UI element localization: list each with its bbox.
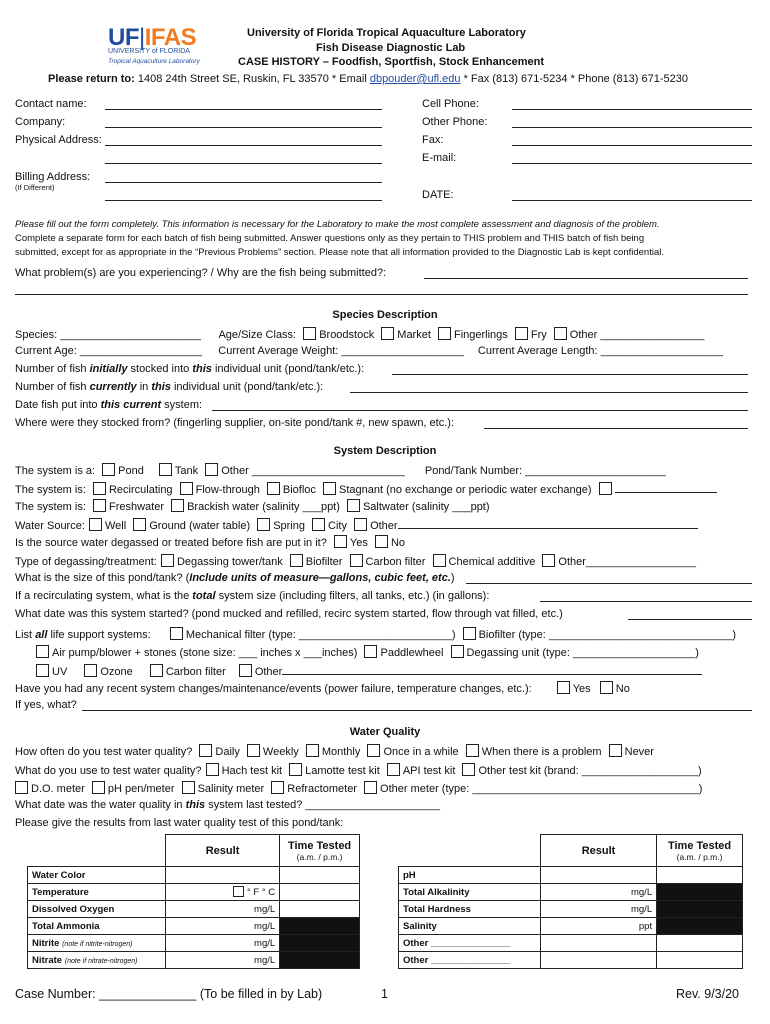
date-field[interactable] (512, 200, 752, 201)
other-phone-label: Other Phone: (422, 116, 488, 128)
recirc-size-text-2: system size (including filters, all tanks, etc.) (in gallons): (215, 590, 490, 602)
case-number-label: Case Number: ______________ (To be filled in by Lab) (15, 987, 323, 1001)
biofilter-checkbox[interactable] (463, 627, 476, 640)
water-source-label: Water Source: (15, 520, 85, 532)
size-text-2: ) (450, 572, 455, 584)
freshwater-checkbox[interactable] (93, 499, 106, 512)
refractometer-checkbox[interactable] (271, 781, 284, 794)
other-kit-label: Other test kit (brand: ___________________) (478, 765, 702, 777)
cell-phone-label: Cell Phone: (422, 98, 479, 110)
never-checkbox[interactable] (609, 744, 622, 757)
meter-row (15, 781, 702, 795)
daily-label: Daily (215, 746, 240, 758)
changes-no-label: No (615, 683, 630, 695)
return-label: Please return to: (48, 73, 135, 85)
table-row (399, 867, 743, 884)
biofilter-treat-label: Biofilter (305, 556, 343, 568)
problem-question: What problem(s) are you experiencing? / Why are the fish being submitted?: (15, 267, 387, 279)
broodstock-label: Broodstock (319, 329, 375, 341)
table-row (399, 952, 743, 969)
well-label: Well (104, 520, 127, 532)
freshwater-label: Freshwater (108, 501, 164, 513)
system-type-row (15, 463, 666, 477)
other-param-result-1[interactable] (540, 935, 656, 952)
degas-type-label: Type of degassing/treatment: (15, 556, 157, 568)
recirculating-label: Recirculating (108, 484, 173, 496)
stocked-from-text: Where were they stocked from? (fingerling supplier, on-site pond/tank #, new spawn, etc.): (15, 417, 454, 429)
alkalinity-label: Total Alkalinity (399, 884, 541, 901)
test-method-row (15, 763, 702, 777)
system-water-type-row (15, 499, 490, 513)
life-support-row-2 (36, 645, 699, 659)
problem-field[interactable] (424, 278, 748, 279)
table-row (399, 935, 743, 952)
broodstock-checkbox[interactable] (303, 327, 316, 340)
hach-checkbox[interactable] (206, 763, 219, 776)
hach-label: Hach test kit (221, 765, 283, 777)
physical-address-field-2[interactable] (105, 163, 382, 164)
time-tested-subheader-right: (a.m. / p.m.) (676, 851, 723, 862)
other-size-checkbox[interactable] (554, 327, 567, 340)
life-support-row (15, 627, 736, 641)
recirc-size-row (15, 590, 489, 602)
num-currently-emphasis: currently (89, 381, 137, 393)
ph-time[interactable] (657, 867, 743, 884)
result-header-right: Result (540, 835, 656, 867)
return-address: 1408 24th Street SE, Ruskin, FL 33570 * Email (137, 73, 367, 85)
ozone-label: Ozone (100, 666, 133, 678)
other-support-label: Other (254, 666, 283, 678)
instructions-line-2: Complete a separate form for each batch of fish being submitted. Answer questions only as they pertain to THIS problem and THIS batch of fish being (15, 233, 645, 244)
degassed-row (15, 535, 405, 549)
system-is-a-label: The system is a: (15, 465, 96, 477)
time-tested-subheader: (a.m. / p.m.) (296, 851, 343, 862)
ammonia-time-blocked (280, 918, 360, 935)
nitrite-unit: mg/L (165, 935, 279, 952)
date-started-text: What date was this system started? (pond mucked and refilled, recirc system started, flow through vat filled, etc.) (15, 608, 563, 620)
flow-through-checkbox[interactable] (180, 482, 193, 495)
fingerlings-checkbox[interactable] (438, 327, 451, 340)
email-field[interactable] (512, 163, 752, 164)
table-row (399, 918, 743, 935)
recirc-size-field[interactable] (540, 601, 752, 602)
size-emphasis: Include units of measure—gallons, cubic feet, etc. (189, 572, 451, 584)
once-label: Once in a while (383, 746, 459, 758)
changes-question: Have you had any recent system changes/maintenance/events (power failure, temperature changes, etc.): (15, 683, 532, 695)
date-label: DATE: (422, 189, 454, 201)
market-checkbox[interactable] (381, 327, 394, 340)
mechanical-filter-checkbox[interactable] (170, 627, 183, 640)
water-quality-table-left (27, 834, 360, 969)
table-row (28, 952, 360, 969)
system-flow-row (15, 481, 717, 496)
temp-units: ° F ° C (246, 887, 276, 898)
water-quality-table-right (398, 834, 743, 969)
age-weight-row (15, 345, 723, 357)
if-yes-label: If yes, what? (15, 699, 77, 711)
once-checkbox[interactable] (367, 744, 380, 757)
email-label: E-mail: (422, 152, 457, 164)
well-checkbox[interactable] (89, 518, 102, 531)
give-results-row (15, 817, 343, 829)
problem-checkbox[interactable] (466, 744, 479, 757)
table-row (28, 884, 360, 901)
salinity-meter-checkbox[interactable] (182, 781, 195, 794)
pond-checkbox[interactable] (102, 463, 115, 476)
table-row (28, 918, 360, 935)
table-row (28, 901, 360, 918)
spring-label: Spring (273, 520, 305, 532)
size-field[interactable] (466, 583, 752, 584)
billing-address-field-2[interactable] (105, 200, 382, 201)
nitrate-label: Nitrate (32, 954, 63, 966)
chemical-label: Chemical additive (448, 556, 536, 568)
table-header-row (399, 835, 743, 867)
nitrate-time-blocked (280, 952, 360, 969)
tank-checkbox[interactable] (159, 463, 172, 476)
other-system-label: Other _________________________ (221, 465, 405, 477)
size-row (15, 572, 455, 584)
temperature-time[interactable] (280, 884, 360, 901)
other-system-checkbox[interactable] (205, 463, 218, 476)
do-meter-checkbox[interactable] (15, 781, 28, 794)
life-support-text: List (15, 629, 36, 641)
tank-label: Tank (174, 465, 199, 477)
revision-label: Rev. 9/3/20 (676, 987, 740, 1001)
temperature-label: Temperature (28, 884, 166, 901)
stocked-from-row (15, 417, 454, 429)
current-age-label: Current Age: ____________________ (15, 345, 203, 357)
changes-yes-label: Yes (572, 683, 591, 695)
ground-checkbox[interactable] (133, 518, 146, 531)
stagnant-checkbox[interactable] (323, 482, 336, 495)
test-method-question: What do you use to test water quality? (15, 765, 202, 777)
time-tested-header-right: Time Tested (667, 839, 732, 852)
flow-through-label: Flow-through (195, 484, 260, 496)
monthly-label: Monthly (321, 746, 361, 758)
nitrate-note: (note if nitrate-nitrogen) (64, 957, 138, 965)
other-param-result-2[interactable] (540, 952, 656, 969)
degassing-unit-label: Degassing unit (type: ____________________) (466, 647, 699, 659)
table-row (399, 884, 743, 901)
stagnant-extra-checkbox[interactable] (599, 482, 612, 495)
fax-phone: * Fax (813) 671-5234 * Phone (813) 671-5230 (463, 73, 689, 85)
other-param-label-2: Other _______________ (399, 952, 541, 969)
table-row (399, 901, 743, 918)
other-support-checkbox[interactable] (239, 664, 252, 677)
ammonia-unit: mg/L (165, 918, 279, 935)
mechanical-filter-label: Mechanical filter (type: _________________________) (185, 629, 456, 641)
current-length-label: Current Average Length: ____________________ (477, 345, 723, 357)
header-title-university: University of Florida Tropical Aquaculture Laboratory (247, 27, 526, 39)
page-number: 1 (381, 987, 388, 1001)
problem-label: When there is a problem (481, 746, 602, 758)
date-started-field[interactable] (628, 619, 752, 620)
pond-tank-number-label: Pond/Tank Number: _______________________ (424, 465, 666, 477)
table-row (28, 935, 360, 952)
biofloc-label: Biofloc (282, 484, 316, 496)
system-is-label-2: The system is: (15, 501, 86, 513)
monthly-checkbox[interactable] (306, 744, 319, 757)
if-different-note: (If Different) (15, 183, 55, 192)
water-color-result[interactable] (165, 867, 279, 884)
daily-checkbox[interactable] (199, 744, 212, 757)
header-title-lab: Fish Disease Diagnostic Lab (316, 42, 466, 54)
other-kit-checkbox[interactable] (462, 763, 475, 776)
hardness-unit: mg/L (540, 901, 656, 918)
do-time[interactable] (280, 901, 360, 918)
nitrite-time-blocked (280, 935, 360, 952)
ph-meter-checkbox[interactable] (92, 781, 105, 794)
degassed-yes-label: Yes (349, 537, 368, 549)
lamotte-checkbox[interactable] (289, 763, 302, 776)
num-currently-field[interactable] (350, 392, 748, 393)
water-color-label: Water Color (28, 867, 166, 884)
degassed-yes-checkbox[interactable] (334, 535, 347, 548)
test-frequency-row (15, 744, 654, 758)
result-header: Result (165, 835, 279, 867)
carbon-filter-label: Carbon filter (165, 666, 226, 678)
logo-subtitle-university: UNIVERSITY of FLORIDA (108, 48, 190, 55)
recirc-size-emphasis: total (192, 590, 216, 602)
other-meter-label: Other meter (type: _____________________________________) (380, 783, 703, 795)
ph-meter-label: pH pen/meter (107, 783, 175, 795)
degassed-question: Is the source water degassed or treated before fish are put in it? (15, 537, 327, 549)
email-link[interactable]: dbpouder@ufl.edu (369, 73, 461, 85)
test-frequency-question: How often do you test water quality? (15, 746, 193, 758)
changes-yes-checkbox[interactable] (557, 681, 570, 694)
alkalinity-unit: mg/L (540, 884, 656, 901)
life-support-row-3 (36, 663, 702, 678)
recirc-size-text: If a recirculating system, what is the (15, 590, 193, 602)
date-put-row (15, 399, 202, 411)
carbon-filter-checkbox[interactable] (150, 664, 163, 677)
contact-name-label: Contact name: (15, 98, 87, 110)
physical-address-label: Physical Address: (15, 134, 102, 146)
num-initially-emphasis-2: this (192, 363, 212, 375)
table-header-row (28, 835, 360, 867)
problem-field-2[interactable] (15, 294, 748, 295)
spring-checkbox[interactable] (257, 518, 270, 531)
give-results-text: Please give the results from last water quality test of this pond/tank: (15, 817, 344, 829)
logo-uf-text: UF (108, 24, 139, 51)
date-put-text-2: system: (161, 399, 203, 411)
nitrate-unit: mg/L (165, 952, 279, 969)
degassing-unit-checkbox[interactable] (451, 645, 464, 658)
table-row (28, 867, 360, 884)
fingerlings-label: Fingerlings (453, 329, 508, 341)
time-tested-header: Time Tested (287, 839, 352, 852)
brackish-checkbox[interactable] (171, 499, 184, 512)
last-tested-emphasis: this (185, 799, 206, 811)
carbon-treat-checkbox[interactable] (350, 554, 363, 567)
saltwater-label: Saltwater (salinity ___ppt) (362, 501, 490, 513)
logo-ifas-text: IFAS (144, 24, 197, 51)
uv-label: UV (52, 666, 68, 678)
num-initially-text-3: individual unit (pond/tank/etc.): (211, 363, 365, 375)
num-currently-text: Number of fish (15, 381, 90, 393)
changes-no-checkbox[interactable] (600, 681, 613, 694)
degassed-no-checkbox[interactable] (375, 535, 388, 548)
total-ammonia-label: Total Ammonia (28, 918, 166, 935)
num-initially-row (15, 363, 364, 375)
system-heading: System Description (333, 445, 437, 457)
never-label: Never (624, 746, 654, 758)
ph-label: pH (399, 867, 541, 884)
cell-phone-field[interactable] (512, 109, 752, 110)
logo-subtitle-lab: Tropical Aquaculture Laboratory (108, 58, 200, 65)
carbon-treat-label: Carbon filter (365, 556, 426, 568)
paddlewheel-label: Paddlewheel (380, 647, 444, 659)
num-initially-text-2: stocked into (127, 363, 193, 375)
market-label: Market (397, 329, 431, 341)
other-source-checkbox[interactable] (354, 518, 367, 531)
other-param-label-1: Other _______________ (399, 935, 541, 952)
ozone-checkbox[interactable] (84, 664, 97, 677)
api-label: API test kit (402, 765, 456, 777)
contact-name-field[interactable] (105, 109, 382, 110)
chemical-checkbox[interactable] (433, 554, 446, 567)
other-param-time-1[interactable] (657, 935, 743, 952)
num-currently-text-2: in (136, 381, 152, 393)
lamotte-label: Lamotte test kit (305, 765, 380, 777)
do-unit: mg/L (165, 901, 279, 918)
other-phone-field[interactable] (512, 127, 752, 128)
num-initially-emphasis: initially (89, 363, 128, 375)
city-label: City (328, 520, 347, 532)
api-checkbox[interactable] (387, 763, 400, 776)
air-pump-label: Air pump/blower + stones (stone size: ___ inches x ___inches) (52, 647, 358, 659)
hardness-time-blocked (657, 901, 743, 918)
date-started-row (15, 608, 563, 620)
other-support-field[interactable] (282, 663, 702, 675)
uv-checkbox[interactable] (36, 664, 49, 677)
tower-checkbox[interactable] (161, 554, 174, 567)
brackish-label: Brackish water (salinity ___ppt) (187, 501, 340, 513)
date-put-text: Date fish put into (15, 399, 101, 411)
current-weight-label: Current Average Weight: ____________________ (218, 345, 464, 357)
system-is-label: The system is: (15, 484, 86, 496)
billing-address-field[interactable] (105, 182, 382, 183)
if-yes-row (15, 699, 77, 711)
other-param-time-2[interactable] (657, 952, 743, 969)
other-source-label: Other (370, 520, 398, 532)
company-field[interactable] (105, 127, 382, 128)
water-source-row (15, 517, 698, 532)
saltwater-checkbox[interactable] (347, 499, 360, 512)
other-treat-checkbox[interactable] (542, 554, 555, 567)
other-size-label: Other _________________ (569, 329, 705, 341)
nitrite-label: Nitrite (32, 937, 60, 949)
life-support-text-2: life support systems: (47, 629, 151, 641)
species-label: Species: _______________________ (15, 329, 201, 341)
company-label: Company: (15, 116, 66, 128)
do-meter-label: D.O. meter (31, 783, 85, 795)
ph-result[interactable] (540, 867, 656, 884)
date-put-field[interactable] (212, 410, 748, 411)
water-color-time[interactable] (280, 867, 360, 884)
num-currently-row (15, 381, 323, 393)
refractometer-label: Refractometer (287, 783, 357, 795)
species-heading: Species Description (332, 309, 438, 321)
nitrite-note: (note if nitrite-nitrogen) (62, 940, 133, 948)
other-source-field[interactable] (398, 517, 698, 529)
ground-label: Ground (water table) (149, 520, 251, 532)
last-tested-text-2: system last tested? ______________________ (205, 799, 441, 811)
stagnant-label: Stagnant (no exchange or periodic water exchange) (338, 484, 592, 496)
physical-address-field[interactable] (105, 145, 382, 146)
last-tested-text: What date was the water quality in (15, 799, 186, 811)
instructions-line-1: Please fill out the form completely. This information is necessary for the Laboratory to make the most complete assessment and diagnosis of the problem. (15, 219, 660, 230)
other-meter-checkbox[interactable] (364, 781, 377, 794)
salinity-label: Salinity (399, 918, 541, 935)
size-text: What is the size of this pond/tank? ( (15, 572, 190, 584)
hardness-label: Total Hardness (399, 901, 541, 918)
degas-type-row (15, 554, 696, 568)
salinity-meter-label: Salinity meter (197, 783, 265, 795)
biofilter-treat-checkbox[interactable] (290, 554, 303, 567)
last-tested-row (15, 799, 440, 811)
paddlewheel-checkbox[interactable] (364, 645, 377, 658)
billing-address-label: Billing Address: (15, 171, 91, 183)
dissolved-oxygen-label: Dissolved Oxygen (28, 901, 166, 918)
fax-field[interactable] (512, 145, 752, 146)
biofloc-checkbox[interactable] (267, 482, 280, 495)
num-initially-field[interactable] (392, 374, 748, 375)
header-title-case-history: CASE HISTORY – Foodfish, Sportfish, Stock Enhancement (238, 56, 545, 68)
life-support-emphasis: all (35, 629, 48, 641)
num-currently-emphasis-2: this (151, 381, 171, 393)
tower-label: Degassing tower/tank (176, 556, 283, 568)
weekly-label: Weekly (262, 746, 299, 758)
age-size-label: Age/Size Class: (218, 329, 297, 341)
alkalinity-time-blocked (657, 884, 743, 901)
num-currently-text-3: individual unit (pond/tank/etc.): (170, 381, 324, 393)
biofilter-label: Biofilter (type: ______________________________) (478, 629, 737, 641)
salinity-unit: ppt (540, 918, 656, 935)
changes-row (15, 681, 630, 695)
date-put-emphasis: this current (100, 399, 162, 411)
water-quality-heading: Water Quality (349, 726, 421, 738)
stocked-from-field[interactable] (484, 428, 748, 429)
if-yes-field[interactable] (82, 710, 752, 711)
recirculating-checkbox[interactable] (93, 482, 106, 495)
fahrenheit-checkbox[interactable] (233, 886, 244, 897)
instructions-line-3: submitted, except for as appropriate in the “Previous Problems” section. Please note that all information provided to the Diagnostic Lab is kept confidential. (15, 247, 664, 258)
num-initially-text: Number of fish (15, 363, 90, 375)
other-treat-label: Other__________________ (558, 556, 697, 568)
fry-checkbox[interactable] (515, 327, 528, 340)
return-address-line (48, 73, 688, 85)
degassed-no-label: No (390, 537, 405, 549)
air-pump-checkbox[interactable] (36, 645, 49, 658)
city-checkbox[interactable] (312, 518, 325, 531)
salinity-time-blocked (657, 918, 743, 935)
weekly-checkbox[interactable] (247, 744, 260, 757)
pond-label: Pond (118, 465, 144, 477)
fax-label: Fax: (422, 134, 444, 146)
fry-label: Fry (530, 329, 547, 341)
stagnant-extra-field[interactable] (615, 481, 717, 493)
species-row (15, 327, 704, 341)
